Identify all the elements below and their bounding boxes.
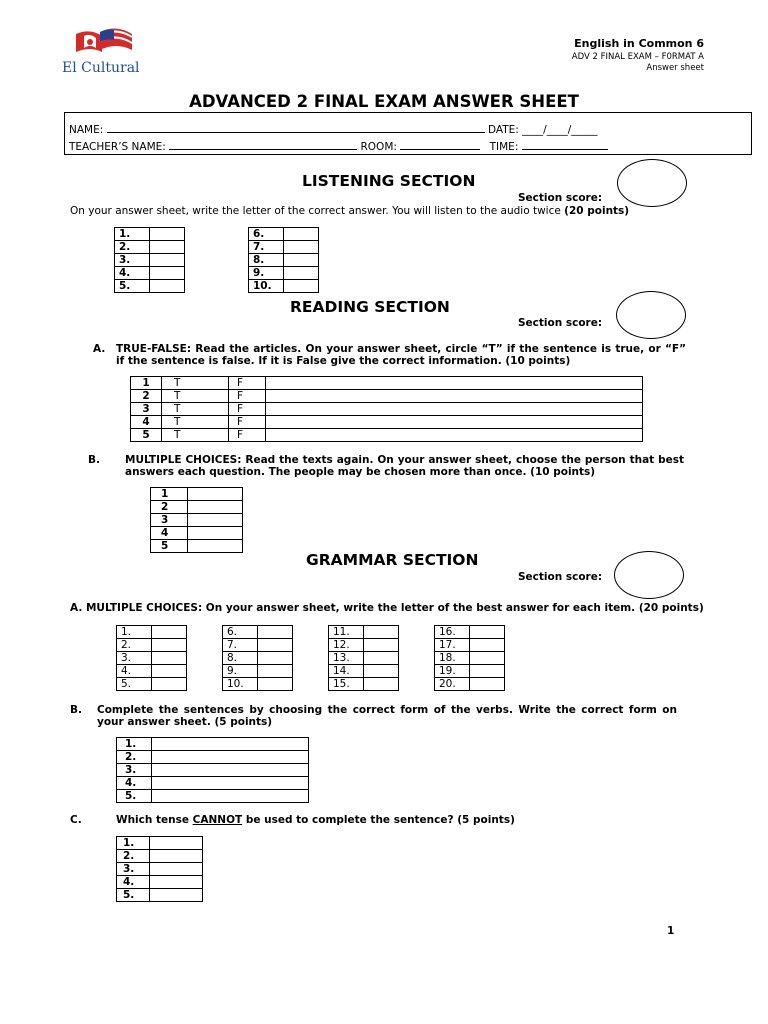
reading-score-circle[interactable] [616, 291, 686, 339]
answer-cell[interactable] [150, 889, 203, 902]
correction-cell[interactable] [266, 429, 643, 442]
table-row: 10. [249, 280, 319, 293]
answer-cell[interactable] [150, 837, 203, 850]
reading-b-letter: B. [88, 454, 100, 466]
table-row: 4. [117, 665, 187, 678]
grammar-table-col3 [328, 625, 399, 691]
answer-cell[interactable] [150, 241, 185, 254]
answer-cell[interactable] [152, 652, 187, 665]
table-row: 5 [151, 540, 243, 553]
answer-cell[interactable] [284, 228, 319, 241]
answer-cell[interactable] [152, 639, 187, 652]
time-field[interactable] [522, 139, 608, 150]
table-row: 8. [223, 652, 293, 665]
table-row: 3 T F [131, 403, 643, 416]
table-row: 11. [329, 626, 399, 639]
reading-score-label: Section score: [518, 317, 603, 329]
reading-b-instruction: MULTIPLE CHOICES: Read the texts again. On your answer sheet, choose the person that best answers each question. The people may be chosen more than once. (10 points) [125, 454, 684, 478]
room-label: ROOM: [360, 141, 397, 153]
answer-cell[interactable] [150, 876, 203, 889]
false-option[interactable]: F [229, 416, 266, 429]
table-row: 2. [115, 241, 185, 254]
answer-cell[interactable] [470, 665, 505, 678]
name-label: NAME: [69, 124, 104, 136]
answer-cell[interactable] [364, 665, 399, 678]
grammar-c-letter: C. [70, 814, 82, 826]
table-row: 15. [329, 678, 399, 691]
room-field[interactable] [400, 139, 480, 150]
true-false-table [130, 376, 643, 442]
true-option[interactable]: T [162, 416, 229, 429]
date-label: DATE: [487, 124, 519, 136]
answer-cell[interactable] [188, 540, 243, 553]
teacher-label: TEACHER’S NAME: [69, 141, 166, 153]
grammar-table-col1 [116, 625, 187, 691]
answer-cell[interactable] [470, 639, 505, 652]
table-row: 2 [151, 501, 243, 514]
table-row: 4. [117, 876, 203, 889]
correction-cell[interactable] [266, 403, 643, 416]
cannot-emphasis: CANNOT [192, 814, 243, 826]
false-option[interactable]: F [229, 429, 266, 442]
table-row: 1. [117, 837, 203, 850]
teacher-field[interactable] [169, 139, 357, 150]
grammar-c-instruction: Which tense CANNOT be used to complete the sentence? (5 points) [116, 814, 515, 826]
grammar-b-letter: B. [70, 704, 82, 716]
answer-cell[interactable] [470, 626, 505, 639]
table-row: 4. [115, 267, 185, 280]
answer-cell[interactable] [188, 501, 243, 514]
student-info-box [64, 112, 752, 155]
answer-cell[interactable] [284, 254, 319, 267]
answer-cell[interactable] [152, 790, 309, 803]
table-row: 8. [249, 254, 319, 267]
table-row: 12. [329, 639, 399, 652]
answer-cell[interactable] [364, 652, 399, 665]
table-row: 2 T F [131, 390, 643, 403]
table-row: 9. [249, 267, 319, 280]
reading-mc-table [150, 487, 243, 553]
answer-cell[interactable] [470, 678, 505, 691]
false-option[interactable]: F [229, 403, 266, 416]
table-row: 2. [117, 639, 187, 652]
answer-cell[interactable] [258, 639, 293, 652]
listening-score-label: Section score: [518, 192, 603, 204]
listening-instruction: On your answer sheet, write the letter of the correct answer. You will listen to the audio twice (20 points) [70, 205, 630, 217]
table-row: 2. [117, 850, 203, 863]
reading-title: READING SECTION [290, 298, 450, 316]
table-row: 14. [329, 665, 399, 678]
answer-cell[interactable] [258, 626, 293, 639]
table-row: 3 [151, 514, 243, 527]
flags-icon [62, 26, 154, 58]
answer-cell[interactable] [150, 228, 185, 241]
answer-cell[interactable] [364, 626, 399, 639]
table-row: 1. [115, 228, 185, 241]
table-row: 3. [115, 254, 185, 267]
grammar-table-col2 [222, 625, 293, 691]
table-row: 20. [435, 678, 505, 691]
table-row: 7. [223, 639, 293, 652]
logo-text: El Cultural [62, 60, 140, 76]
grammar-score-circle[interactable] [614, 551, 684, 599]
answer-cell[interactable] [470, 652, 505, 665]
table-row: 17. [435, 639, 505, 652]
true-option[interactable]: T [162, 377, 229, 390]
table-row: 3. [117, 863, 203, 876]
answer-cell[interactable] [284, 280, 319, 293]
answer-cell[interactable] [188, 527, 243, 540]
correction-cell[interactable] [266, 390, 643, 403]
grammar-score-label: Section score: [518, 571, 603, 583]
table-row: 1. [117, 738, 309, 751]
table-row: 5. [117, 678, 187, 691]
page-number: 1 [667, 925, 675, 937]
correction-cell[interactable] [266, 416, 643, 429]
table-row: 1 [151, 488, 243, 501]
doc-type: Answer sheet [646, 63, 704, 73]
answer-cell[interactable] [152, 751, 309, 764]
answer-cell[interactable] [150, 863, 203, 876]
table-row: 1. [117, 626, 187, 639]
table-row: 6. [249, 228, 319, 241]
answer-cell[interactable] [258, 652, 293, 665]
answer-cell[interactable] [152, 678, 187, 691]
answer-cell[interactable] [152, 665, 187, 678]
table-row: 1 T F [131, 377, 643, 390]
table-row: 18. [435, 652, 505, 665]
table-row: 3. [117, 652, 187, 665]
course-name: English in Common 6 [574, 37, 704, 50]
date-field[interactable]: ____/____/_____ [522, 124, 598, 136]
table-row: 2. [117, 751, 309, 764]
table-row: 19. [435, 665, 505, 678]
table-row: 10. [223, 678, 293, 691]
listening-table-left [114, 227, 185, 293]
time-label: TIME: [489, 141, 519, 153]
reading-a-instruction: TRUE-FALSE: Read the articles. On your answer sheet, circle “T” if the sentence is true, or “F” if the sentence is false. If it is False give the correct information. (10 points) [116, 343, 686, 367]
answer-cell[interactable] [284, 267, 319, 280]
answer-cell[interactable] [258, 665, 293, 678]
answer-cell[interactable] [364, 678, 399, 691]
answer-cell[interactable] [150, 267, 185, 280]
grammar-c-table [116, 836, 203, 902]
answer-cell[interactable] [152, 777, 309, 790]
answer-cell[interactable] [150, 850, 203, 863]
correction-cell[interactable] [266, 377, 643, 390]
table-row: 6. [223, 626, 293, 639]
table-row: 5. [117, 790, 309, 803]
false-option[interactable]: F [229, 377, 266, 390]
answer-cell[interactable] [258, 678, 293, 691]
answer-cell[interactable] [152, 764, 309, 777]
grammar-a-instruction: A. MULTIPLE CHOICES: On your answer sheet, write the letter of the best answer for each item. (20 points) [70, 602, 704, 614]
table-row: 7. [249, 241, 319, 254]
answer-cell[interactable] [152, 738, 309, 751]
grammar-b-table [116, 737, 309, 803]
table-row: 4 [151, 527, 243, 540]
grammar-title: GRAMMAR SECTION [306, 551, 479, 569]
page-title: ADVANCED 2 FINAL EXAM ANSWER SHEET [189, 92, 579, 111]
false-option[interactable]: F [229, 390, 266, 403]
true-option[interactable]: T [162, 403, 229, 416]
grammar-table-col4 [434, 625, 505, 691]
listening-title: LISTENING SECTION [302, 172, 476, 190]
logo [62, 26, 154, 74]
true-option[interactable]: T [162, 390, 229, 403]
reading-a-letter: A. [93, 343, 106, 355]
table-row: 5. [117, 889, 203, 902]
table-row: 4 T F [131, 416, 643, 429]
answer-cell[interactable] [188, 514, 243, 527]
answer-cell[interactable] [188, 488, 243, 501]
table-row: 3. [117, 764, 309, 777]
table-row: 4. [117, 777, 309, 790]
listening-score-circle[interactable] [617, 159, 687, 207]
answer-cell[interactable] [284, 241, 319, 254]
answer-cell[interactable] [152, 626, 187, 639]
table-row: 5 T F [131, 429, 643, 442]
table-row: 9. [223, 665, 293, 678]
answer-cell[interactable] [364, 639, 399, 652]
true-option[interactable]: T [162, 429, 229, 442]
answer-cell[interactable] [150, 254, 185, 267]
name-field[interactable] [107, 122, 485, 133]
table-row: 16. [435, 626, 505, 639]
exam-code: ADV 2 FINAL EXAM – F0RMAT A [571, 52, 704, 62]
listening-table-right [248, 227, 319, 293]
table-row: 13. [329, 652, 399, 665]
answer-cell[interactable] [150, 280, 185, 293]
table-row: 5. [115, 280, 185, 293]
grammar-b-instruction: Complete the sentences by choosing the correct form of the verbs. Write the correct form on your answer sheet. (5 points) [97, 704, 677, 728]
